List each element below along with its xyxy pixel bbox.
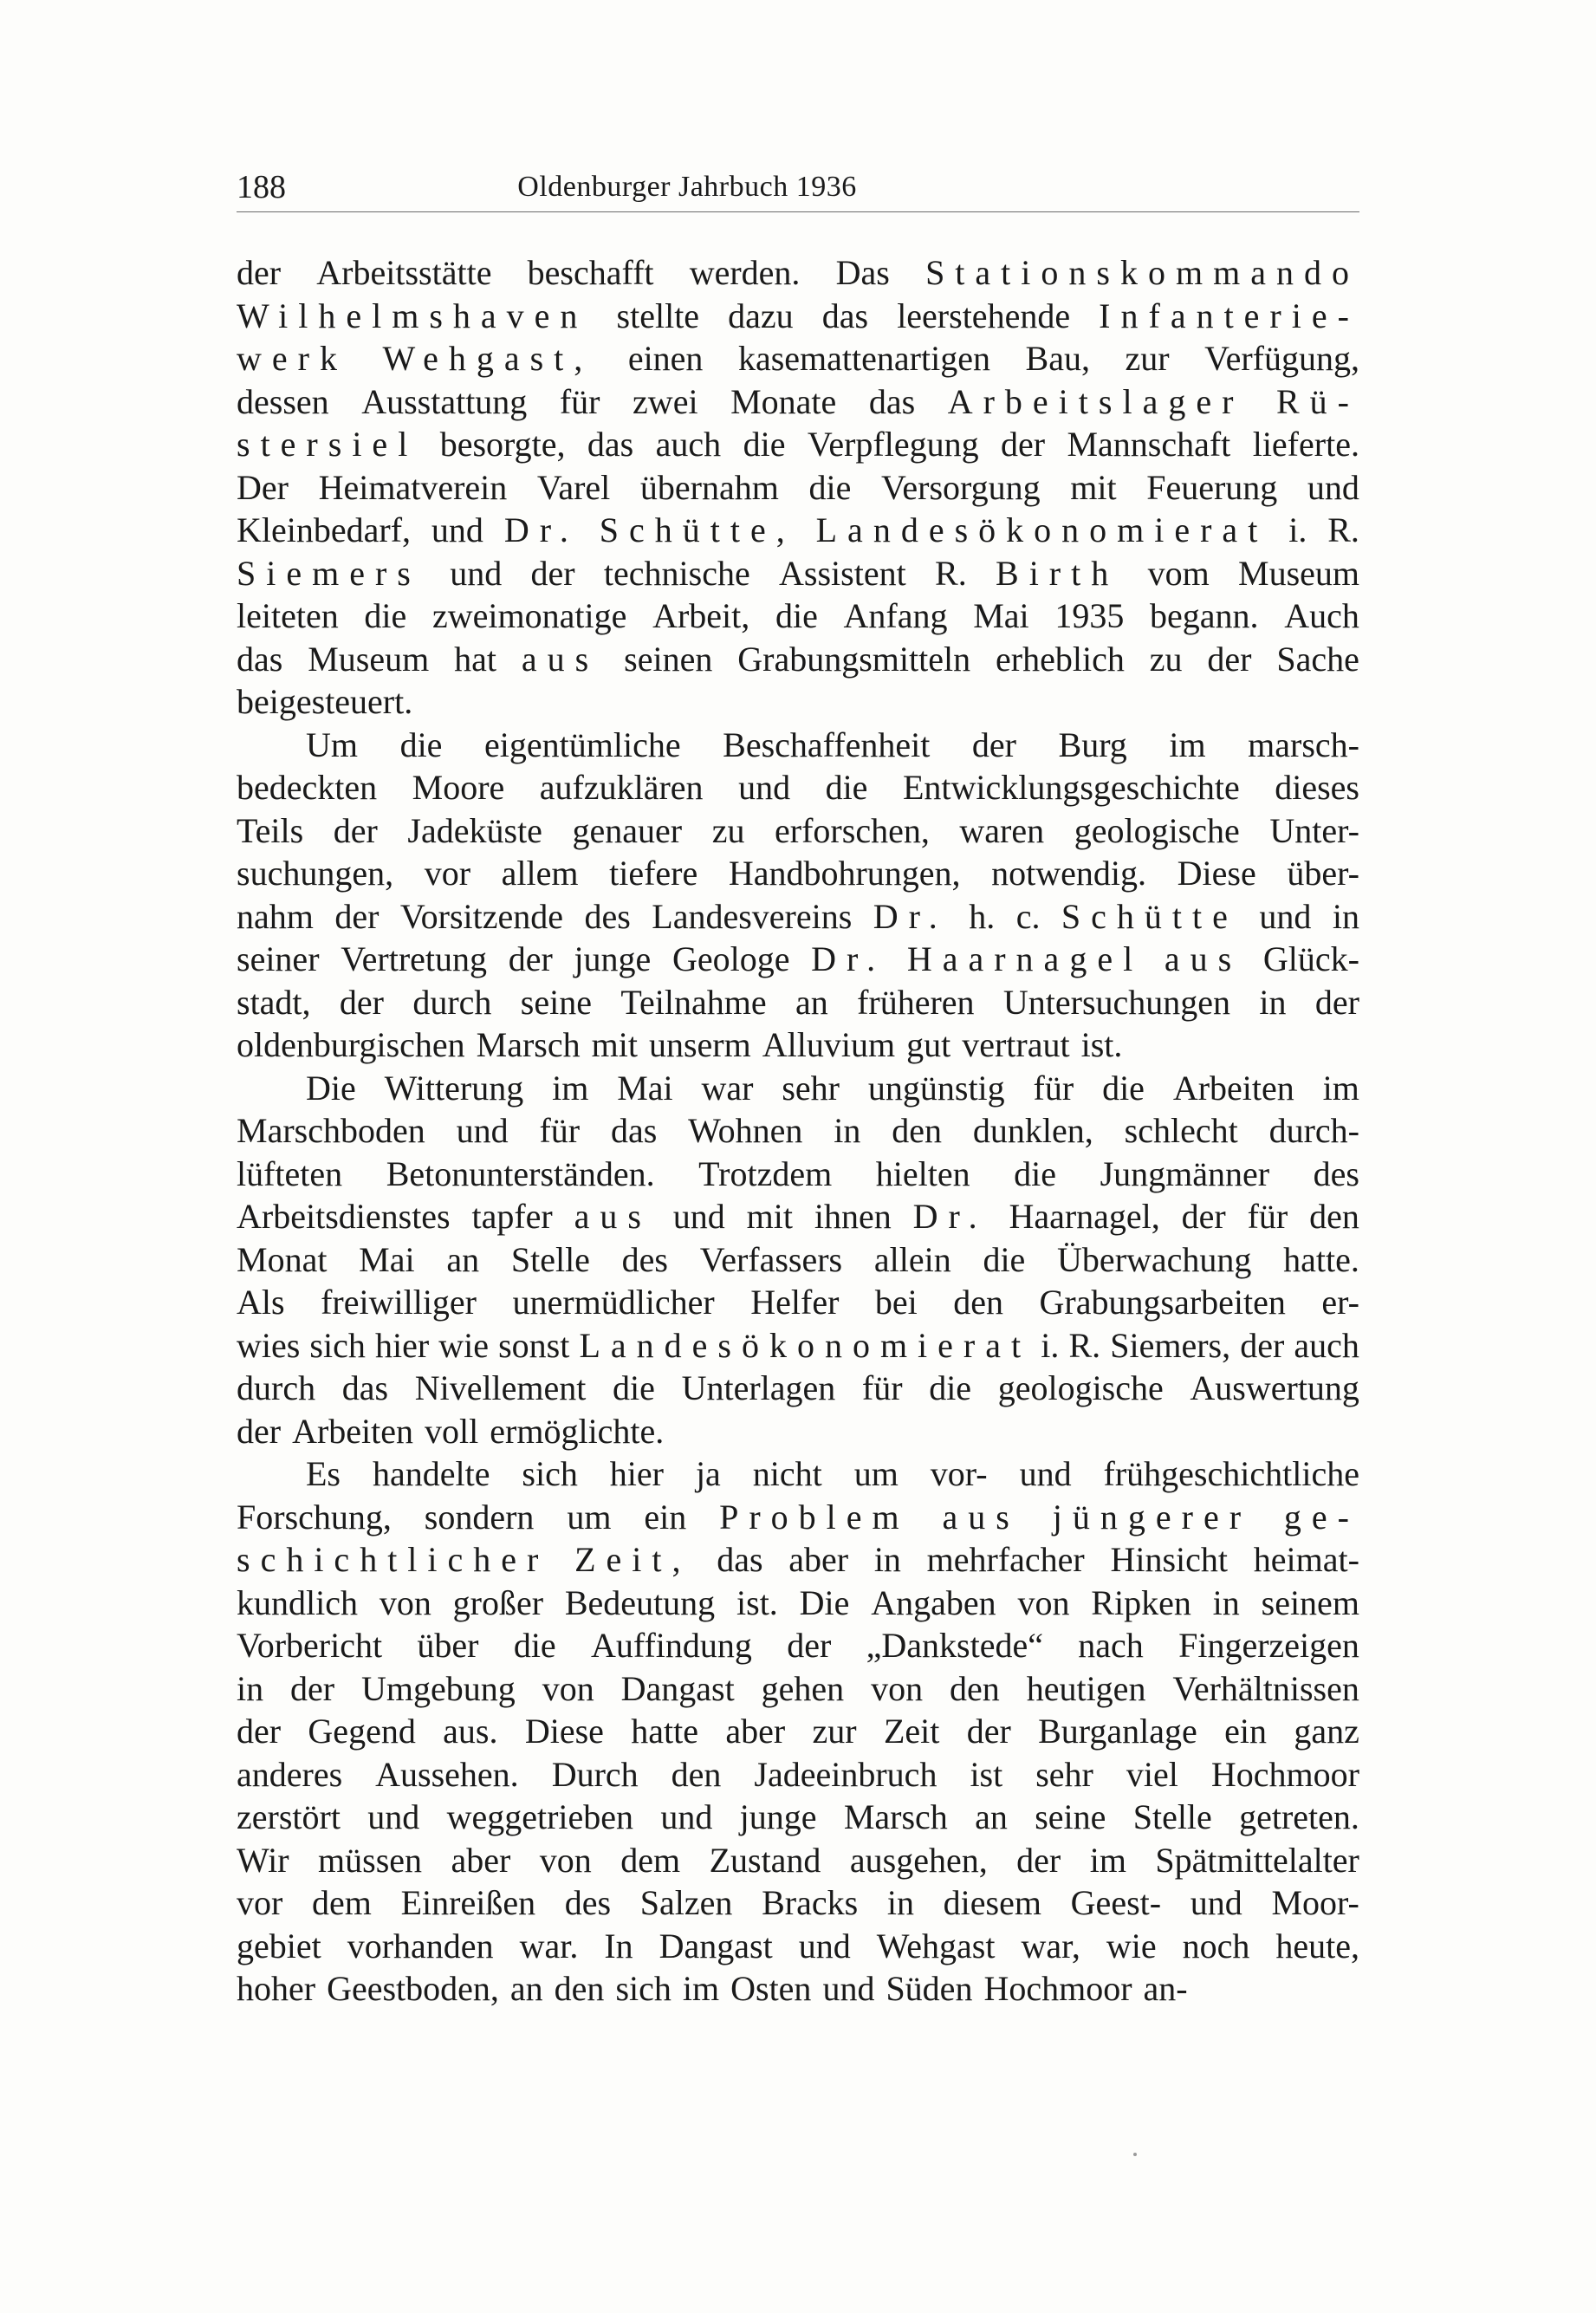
paragraph [237,724,1359,1067]
text-line: Marschboden und für das Wohnen in den dunklen, schlecht durch- [237,1111,1359,1150]
text-line: Teils der Jadeküste genauer zu erforschen, waren geologische Unter- [237,810,1359,850]
text-line: zerstört und weggetrieben und junge Marsch an seine Stelle getreten. [237,1797,1359,1836]
paragraph [237,251,1359,724]
text-line: hoher Geestboden, an den sich im Osten und Süden Hochmoor an- [237,1969,1188,2008]
body-text [237,251,1359,2011]
text-line: stersiel besorgte, das auch die Verpflegung der Mannschaft lieferte. [237,425,1359,464]
text-line: Kleinbedarf, und Dr. Schütte, Landesökonomierat i. R. [237,510,1359,549]
text-line: suchungen, vor allem tiefere Handbohrungen, notwendig. Diese über- [237,854,1359,893]
text-line: Vorbericht über die Auffindung der „Dankstede“ nach Fingerzeigen [237,1626,1359,1665]
text-line: in der Umgebung von Dangast gehen von den heutigen Verhältnissen [237,1668,1359,1708]
text-line: der Arbeiten voll ermöglichte. [237,1411,665,1451]
text-line: schichtlicher Zeit, das aber in mehrfacher Hinsicht heimat- [237,1540,1359,1579]
text-line: vor dem Einreißen des Salzen Bracks in diesem Geest- und Moor- [237,1883,1359,1922]
text-line: Der Heimatverein Varel übernahm die Versorgung mit Feuerung und [237,467,1359,507]
paragraph [237,1067,1359,1453]
page-number: 188 [237,169,286,205]
text-line: Es handelte sich hier ja nicht um vor- und frühgeschichtliche [306,1454,1359,1493]
text-line: seiner Vertretung der junge Geologe Dr. Haarnagel aus Glück- [237,939,1359,978]
text-line: Siemers und der technische Assistent R. Birth vom Museum [237,553,1359,593]
text-line: der Gegend aus. Diese hatte aber zur Zeit der Burganlage ein ganz [237,1712,1359,1751]
text-line: leiteten die zweimonatige Arbeit, die Anfang Mai 1935 begann. Auch [237,596,1359,635]
header-rule [237,211,1359,212]
running-header [237,165,1359,210]
text-line: Als freiwilliger unermüdlicher Helfer bei den Grabungsarbeiten er- [237,1283,1359,1322]
text-line: werk Wehgast, einen kasemattenartigen Bau, zur Verfügung, [237,339,1359,378]
text-line: Die Witterung im Mai war sehr ungünstig für die Arbeiten im [306,1068,1359,1108]
text-line: bedeckten Moore aufzuklären und die Entwicklungsgeschichte dieses [237,768,1359,807]
text-line: das Museum hat aus seinen Grabungsmitteln erheblich zu der Sache [237,639,1359,679]
text-line: Wir müssen aber von dem Zustand ausgehen, der im Spätmittelalter [237,1840,1359,1880]
text-line: durch das Nivellement die Unterlagen für die geologische Auswertung [237,1368,1359,1407]
text-line: Um die eigentümliche Beschaffenheit der Burg im marsch- [306,724,1359,764]
text-line: Wilhelmshaven stellte dazu das leerstehende Infanterie- [237,296,1359,335]
running-title: Oldenburger Jahrbuch 1936 [517,171,857,203]
paragraph [237,1452,1359,2011]
text-line: kundlich von großer Bedeutung ist. Die Angaben von Ripken in seinem [237,1582,1359,1622]
text-line: nahm der Vorsitzende des Landesvereins Dr. h. c. Schütte und in [237,896,1359,936]
text-line: oldenburgischen Marsch mit unserm Alluvium gut vertraut ist. [237,1025,1123,1064]
text-line: Monat Mai an Stelle des Verfassers allein die Überwachung hatte. [237,1239,1359,1279]
text-line: wies sich hier wie sonst Landesökonomierat i. R. Siemers, der auch [237,1325,1359,1365]
text-line: anderes Aussehen. Durch den Jadeeinbruch ist sehr viel Hochmoor [237,1754,1359,1794]
paper-speck [1133,2153,1137,2156]
text-line: beigesteuert. [237,682,413,721]
text-line: stadt, der durch seine Teilnahme an früheren Untersuchungen in der [237,982,1359,1022]
text-line: lüfteten Betonunterständen. Trotzdem hielten die Jungmänner des [237,1153,1359,1193]
text-line: gebiet vorhanden war. In Dangast und Wehgast war, wie noch heute, [237,1926,1359,1965]
text-line: der Arbeitsstätte beschafft werden. Das Stationskommando [237,253,1359,292]
text-line: Arbeitsdienstes tapfer aus und mit ihnen Dr. Haarnagel, der für den [237,1197,1359,1236]
text-line: dessen Ausstattung für zwei Monate das Arbeitslager Rü- [237,381,1359,421]
text-line: Forschung, sondern um ein Problem aus jüngerer ge- [237,1497,1359,1537]
